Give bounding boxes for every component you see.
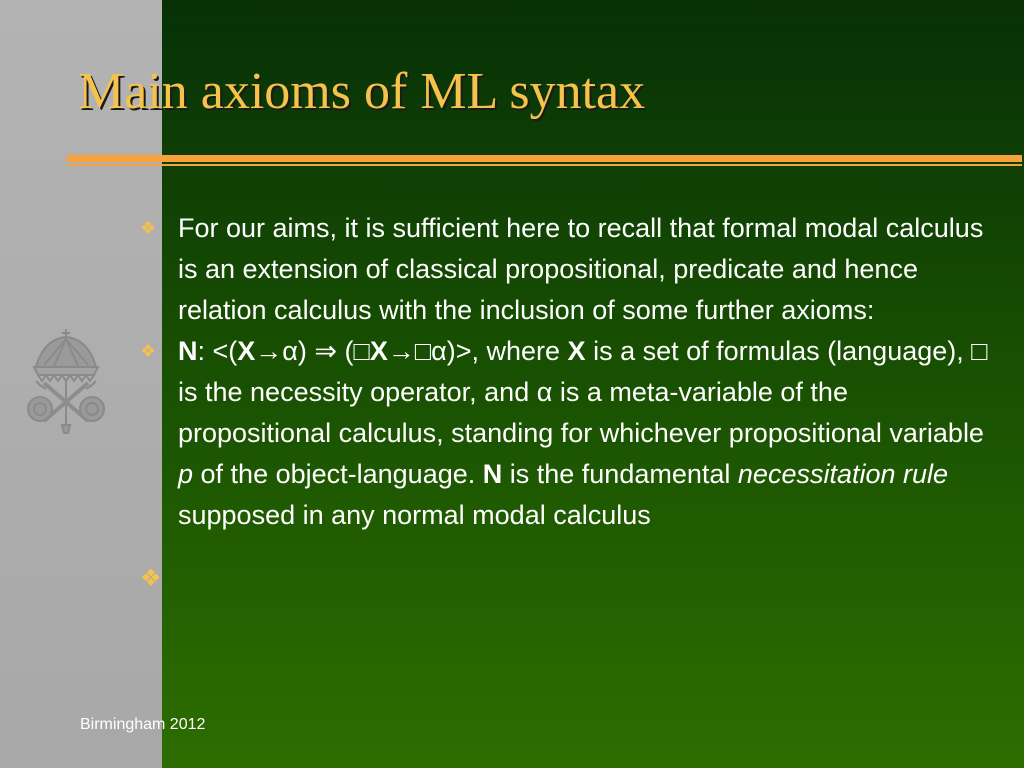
axiom-name: N bbox=[178, 336, 198, 366]
formula-variable: X bbox=[237, 336, 256, 366]
bullet-text: supposed in any normal modal calculus bbox=[178, 500, 651, 530]
footer-text: Birmingham 2012 bbox=[80, 716, 206, 733]
slide-title: Main axioms of ML syntax bbox=[78, 63, 646, 120]
bullet-text: of the object-language. bbox=[193, 459, 483, 489]
diamond-bullet-icon: ❖ bbox=[140, 218, 157, 238]
slide-body bbox=[138, 208, 998, 599]
bullet-item bbox=[138, 331, 998, 536]
title-underline bbox=[67, 155, 1022, 162]
diamond-bullet-icon: ❖ bbox=[140, 341, 157, 361]
bullet-item-empty bbox=[138, 558, 998, 599]
formula-variable: X bbox=[567, 336, 586, 366]
formula-variable: X bbox=[369, 336, 388, 366]
diamond-bullet-icon: ❖ bbox=[140, 565, 162, 592]
title-underline-thin bbox=[67, 164, 1022, 166]
axiom-name: N bbox=[482, 459, 503, 489]
bullet-item bbox=[138, 208, 998, 331]
bullet-text: is a set of formulas (language), □ is the necessity operator, and α is a meta-variable of the propositional calculus, standing for whichever propositional variable bbox=[178, 336, 988, 448]
rule-term: necessitation rule bbox=[737, 459, 949, 489]
bullet-text: is the fundamental bbox=[502, 459, 738, 489]
propositional-variable: p bbox=[178, 459, 194, 489]
formula-text: →□α)>, where bbox=[387, 336, 568, 366]
formula-text: →α) ⇒ (□ bbox=[255, 336, 370, 366]
formula-text: : <( bbox=[197, 336, 238, 366]
bullet-text: For our aims, it is sufficient here to recall that formal modal calculus is an extension of classical propositional, predicate and hence relation calculus with the inclusion of some further axioms: bbox=[178, 213, 984, 325]
papal-keys-emblem-icon bbox=[22, 325, 110, 435]
